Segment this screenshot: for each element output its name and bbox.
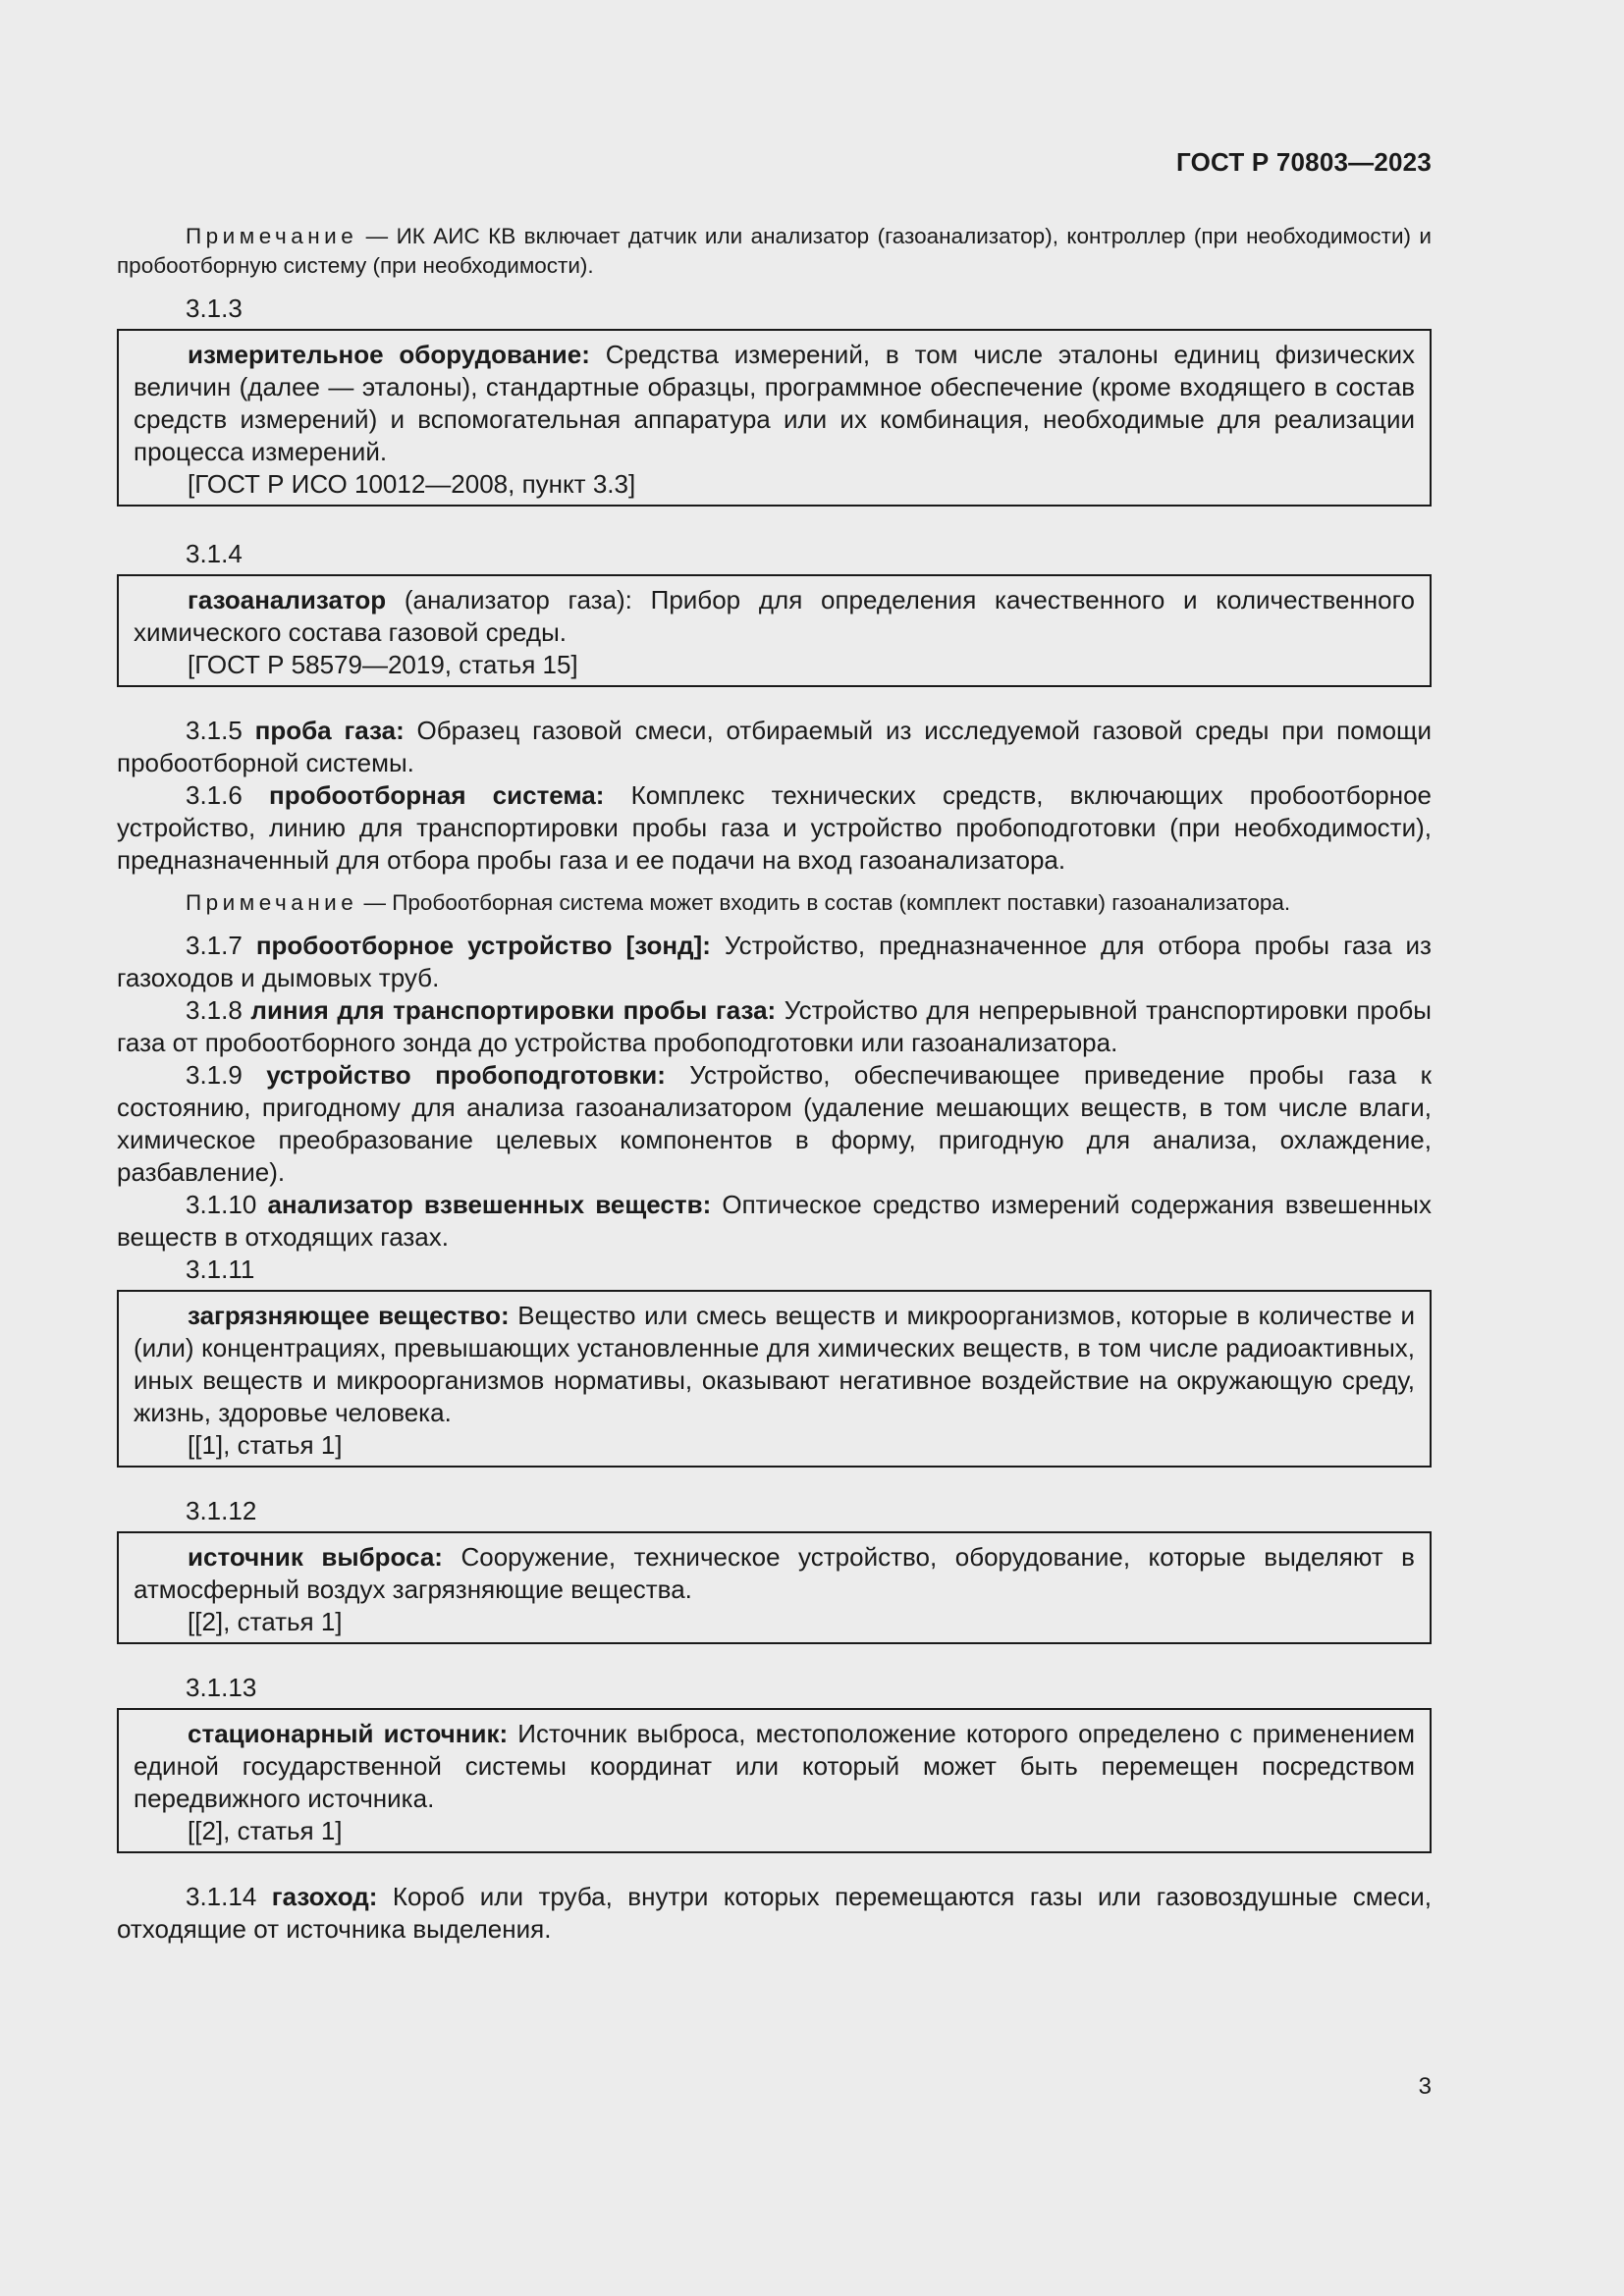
page-number: 3: [1418, 2073, 1432, 2100]
term-definition-box: [117, 1708, 1432, 1853]
term-paragraph: [117, 715, 1432, 779]
note-label: Примечание: [186, 224, 358, 248]
term-title: устройство пробоподготовки:: [266, 1060, 666, 1090]
term-number: 3.1.7: [186, 931, 243, 960]
term-title: источник выброса:: [188, 1542, 443, 1572]
note-paragraph: [117, 222, 1432, 281]
term-title: газоанализатор: [188, 585, 387, 614]
term-paragraph: [117, 994, 1432, 1059]
term-definition-text: Образец газовой смеси, отбираемый из исследуемой газовой среды при помощи пробоотборной системы.: [117, 716, 1432, 777]
term-title: анализатор взвешенных веществ:: [267, 1190, 712, 1219]
term-paragraph: [117, 1189, 1432, 1254]
term-definition: [134, 339, 1415, 468]
term-source: [ГОСТ Р 58579—2019, статья 15]: [188, 650, 578, 679]
term-number: 3.1.6: [186, 780, 243, 810]
note-paragraph: [117, 888, 1432, 918]
term-title: проба газа:: [254, 716, 405, 745]
term-definition: [134, 1300, 1415, 1429]
term-number: 3.1.12: [186, 1496, 257, 1525]
term-title: газоход:: [271, 1882, 378, 1911]
term-definition-text: Устройство для непрерывной транспортировки пробы газа от пробоотборного зонда до устройства пробоподготовки или газоанализатора.: [117, 995, 1432, 1057]
term-title: линия для транспортировки пробы газа:: [250, 995, 777, 1025]
term-number: 3.1.10: [186, 1190, 257, 1219]
term-definition-text: Устройство, предназначенное для отбора пробы газа из газоходов и дымовых труб.: [117, 931, 1432, 992]
term-number: 3.1.8: [186, 995, 243, 1025]
term-source: [ГОСТ Р ИСО 10012—2008, пункт 3.3]: [188, 469, 636, 499]
term-source: [[2], статья 1]: [188, 1607, 343, 1636]
term-title: пробоотборная система:: [268, 780, 605, 810]
term-definition-text: Сооружение, техническое устройство, оборудование, которые выделяют в атмосферный воздух загрязняющие вещества.: [134, 1542, 1415, 1604]
term-number: 3.1.11: [186, 1255, 255, 1284]
term-paragraph: [117, 930, 1432, 994]
term-number: 3.1.4: [186, 539, 243, 568]
term-paragraph: [117, 1881, 1432, 1946]
note-text: — ИК АИС КВ включает датчик или анализатор (газоанализатор), контроллер (при необходимости) и пробоотборную систему (при необходимости).: [117, 224, 1432, 278]
term-number: 3.1.9: [186, 1060, 243, 1090]
note-text: — Пробоотборная система может входить в состав (комплект поставки) газоанализатора.: [357, 890, 1291, 915]
term-title: измерительное оборудование:: [188, 340, 590, 369]
term-definition-text: Комплекс технических средств, включающих пробоотборное устройство, линию для транспортировки пробы газа и устройство пробоподготовки (при необходимости), предназначенный для отбора пробы газа и ее подачи на вход газоанализатора.: [117, 780, 1433, 875]
document-code-header: ГОСТ Р 70803—2023: [1176, 147, 1432, 177]
term-definition-text: Устройство, обеспечивающее приведение пробы газа к состоянию, пригодному для анализа газоанализатором (удаление мешающих веществ, в том числе влаги, химическое преобразование целевых компонентов в форму, пригодную для анализа, охлаждение, разбавление).: [117, 1060, 1432, 1187]
term-paragraph: [117, 779, 1432, 877]
document-body: [117, 222, 1432, 1946]
term-paragraph: [117, 1059, 1432, 1189]
term-definition: [134, 1541, 1415, 1606]
term-definition-text: Средства измерений, в том числе эталоны единиц физических величин (далее — эталоны), стандартные образцы, программное обеспечение (кроме входящего в состав средств измерений) и вспомогательная аппаратура или их комбинация, необходимые для реализации процесса измерений.: [134, 340, 1415, 466]
term-title: стационарный источник:: [188, 1719, 509, 1748]
term-definition-text: (анализатор газа): Прибор для определения качественного и количественного химического состава газовой среды.: [134, 585, 1415, 647]
term-source: [[2], статья 1]: [188, 1816, 343, 1845]
term-definition-box: [117, 1290, 1432, 1468]
term-number: 3.1.5: [186, 716, 243, 745]
note-label: Примечание: [186, 890, 358, 915]
term-definition-box: [117, 574, 1432, 687]
term-title: пробоотборное устройство [зонд]:: [255, 931, 711, 960]
term-definition-text: Вещество или смесь веществ и микроорганизмов, которые в количестве и (или) концентрациях, превышающих установленные для химических веществ, в том числе радиоактивных, иных веществ и микроорганизмов нормативы, оказывают негативное воздействие на окружающую среду, жизнь, здоровье человека.: [134, 1301, 1415, 1427]
term-definition-box: [117, 329, 1432, 507]
term-definition-text: Короб или труба, внутри которых перемещаются газы или газовоздушные смеси, отходящие от источника выделения.: [117, 1882, 1432, 1944]
term-source: [[1], статья 1]: [188, 1430, 343, 1460]
term-number: 3.1.14: [186, 1882, 257, 1911]
term-number: 3.1.3: [186, 294, 243, 323]
term-title: загрязняющее вещество:: [188, 1301, 510, 1330]
term-definition: [134, 1718, 1415, 1815]
term-definition: [134, 584, 1415, 649]
term-definition-text: Источник выброса, местоположение которого определено с применением единой государственной системы координат или который может быть перемещен посредством передвижного источника.: [134, 1719, 1415, 1813]
term-definition-text: Оптическое средство измерений содержания взвешенных веществ в отходящих газах.: [117, 1190, 1432, 1252]
term-definition-box: [117, 1531, 1432, 1644]
term-number: 3.1.13: [186, 1673, 257, 1702]
